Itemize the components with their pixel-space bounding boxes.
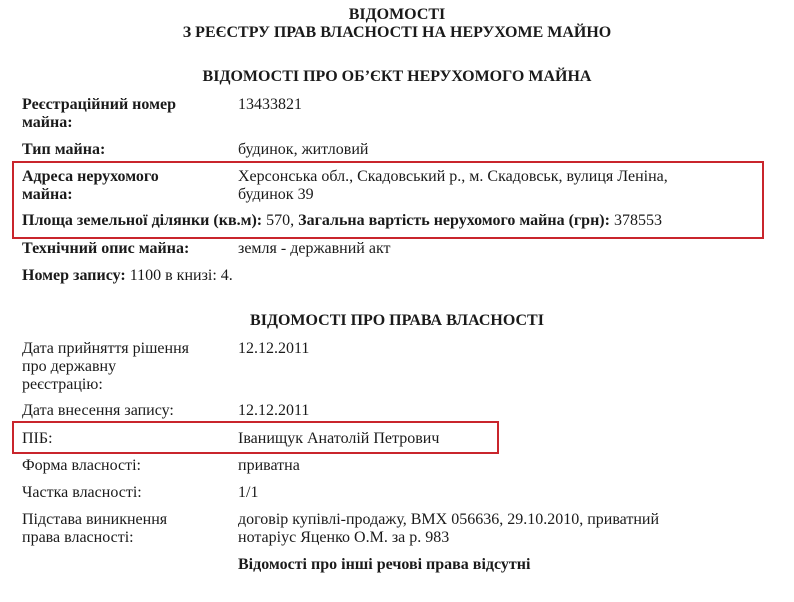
owner-label: ПІБ: bbox=[22, 430, 53, 447]
entry-date-value: 12.12.2011 bbox=[238, 402, 310, 419]
record-book-text: в книзі: bbox=[165, 267, 217, 284]
basis-label-cont: права власності: bbox=[22, 529, 134, 546]
basis-value: договір купівлі-продажу, ВМХ 056636, 29.10.2010, приватний bbox=[238, 511, 660, 528]
reg-number-value: 13433821 bbox=[238, 96, 302, 113]
total-value-label: Загальна вартість нерухомого майна (грн): bbox=[298, 212, 610, 229]
address-label-cont: майна: bbox=[22, 186, 73, 203]
address-value-cont: будинок 39 bbox=[238, 186, 314, 203]
basis-label: Підстава виникнення bbox=[22, 511, 168, 528]
record-line bbox=[22, 267, 233, 285]
record-book: 4. bbox=[220, 267, 233, 284]
ownership-form-value: приватна bbox=[238, 457, 300, 474]
area-and-value-line bbox=[22, 212, 662, 230]
share-value: 1/1 bbox=[238, 484, 259, 501]
address-value: Херсонська обл., Скадовський р., м. Скадовськ, вулиця Леніна, bbox=[238, 168, 668, 185]
reg-number-label: Реєстраційний номер bbox=[22, 96, 176, 113]
record-number: 1100 bbox=[129, 267, 162, 284]
address-label: Адреса нерухомого bbox=[22, 168, 159, 185]
document-title: ВІДОМОСТІ bbox=[348, 6, 446, 23]
rights-section-heading: ВІДОМОСТІ ПРО ПРАВА ВЛАСНОСТІ bbox=[250, 312, 544, 329]
record-label: Номер запису: bbox=[22, 267, 126, 284]
land-area-value: 570, bbox=[266, 212, 295, 229]
tech-desc-value: земля - державний акт bbox=[238, 240, 391, 257]
share-label: Частка власності: bbox=[22, 484, 142, 501]
property-type-value: будинок, житловий bbox=[238, 141, 369, 158]
owner-value: Іванищук Анатолій Петрович bbox=[238, 430, 440, 447]
document-subtitle: З РЕЄСТРУ ПРАВ ВЛАСНОСТІ НА НЕРУХОМЕ МАЙНО bbox=[182, 24, 612, 41]
decision-date-value: 12.12.2011 bbox=[238, 340, 310, 357]
reg-number-label-cont: майна: bbox=[22, 114, 73, 131]
object-section-heading: ВІДОМОСТІ ПРО ОБ’ЄКТ НЕРУХОМОГО МАЙНА bbox=[202, 68, 592, 85]
basis-value-cont: нотаріус Яценко О.М. за р. 983 bbox=[238, 529, 450, 546]
decision-date-label: Дата прийняття рішення bbox=[22, 340, 189, 357]
entry-date-label: Дата внесення запису: bbox=[22, 402, 174, 419]
ownership-form-label: Форма власності: bbox=[22, 457, 141, 474]
total-value-value: 378553 bbox=[613, 212, 662, 229]
decision-date-label-cont: про державну bbox=[22, 358, 117, 375]
land-area-label: Площа земельної ділянки (кв.м): bbox=[22, 212, 263, 229]
other-rights-note: Відомості про інші речові права відсутні bbox=[238, 556, 531, 573]
property-type-label: Тип майна: bbox=[22, 141, 106, 158]
decision-date-label-cont2: реєстрацію: bbox=[22, 376, 103, 393]
tech-desc-label: Технічний опис майна: bbox=[22, 240, 190, 257]
